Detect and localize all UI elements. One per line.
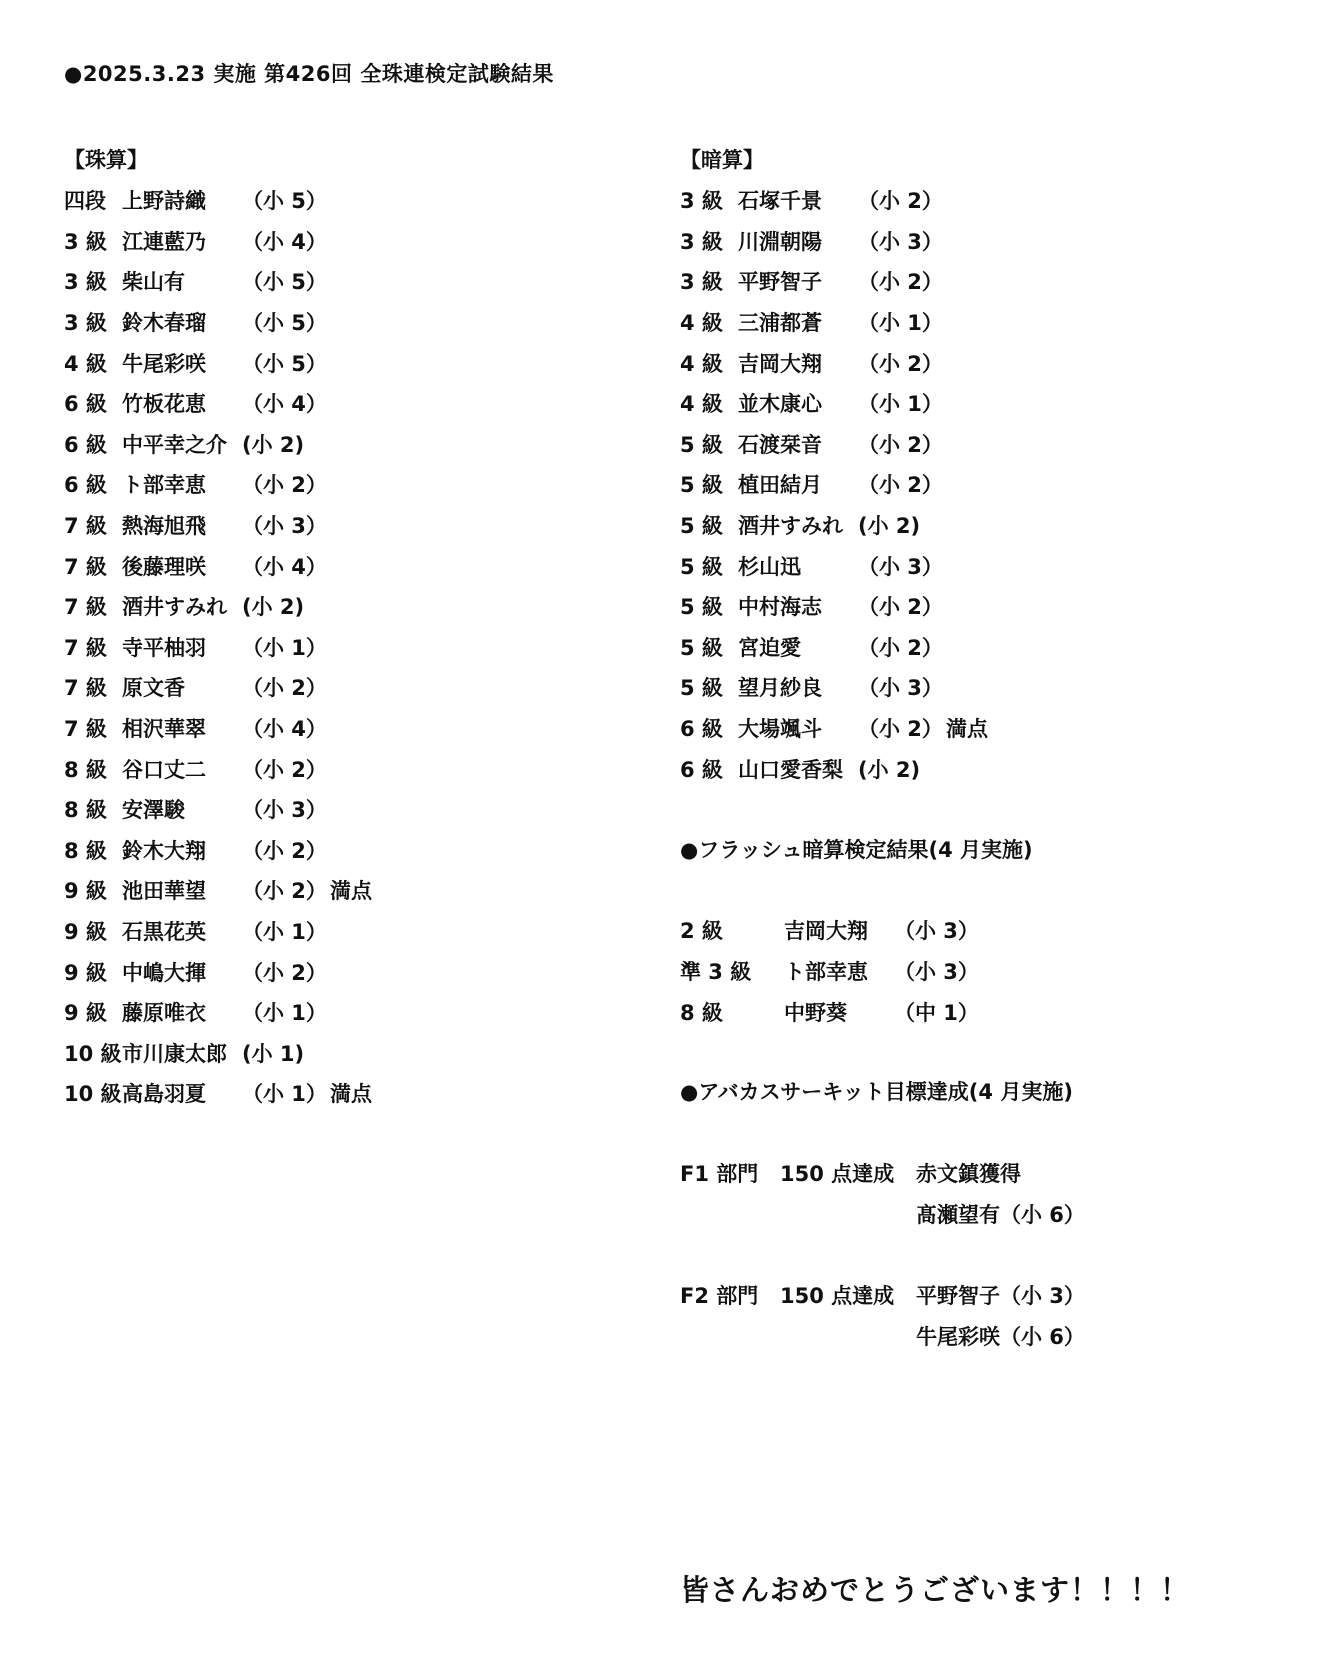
school-year: （小 2） bbox=[858, 351, 943, 376]
spacer bbox=[680, 1234, 1280, 1275]
student-name: 竹板花恵 bbox=[122, 392, 206, 417]
student-name: 鈴木春瑠 bbox=[122, 311, 206, 336]
student-name: 石渡栞音 bbox=[738, 432, 822, 457]
spacer bbox=[680, 870, 1280, 911]
school-year: （小 2） bbox=[858, 189, 943, 214]
grade-label: 5 級 bbox=[680, 676, 723, 701]
result-row bbox=[680, 708, 1280, 749]
spacer bbox=[680, 1112, 1280, 1153]
grade-label: 9 級 bbox=[64, 960, 107, 985]
result-row bbox=[64, 424, 624, 465]
student-name: 安澤駿 bbox=[122, 798, 185, 823]
school-year: （小 4） bbox=[242, 229, 327, 254]
grade-label: 6 級 bbox=[680, 757, 723, 782]
result-row bbox=[64, 545, 624, 586]
result-row bbox=[64, 992, 624, 1033]
circuit-points: 150 点達成 bbox=[780, 1284, 895, 1309]
school-year: （小 2） bbox=[858, 717, 943, 742]
circuit-f1-row bbox=[680, 1153, 1280, 1194]
grade-label: 5 級 bbox=[680, 473, 723, 498]
circuit-name: 髙瀬望有（小 6） bbox=[916, 1202, 1085, 1227]
student-name: 中嶋大揮 bbox=[122, 960, 206, 985]
grade-label: 10 級 bbox=[64, 1041, 122, 1066]
grade-label: 準 3 級 bbox=[680, 959, 752, 984]
grade-label: 3 級 bbox=[680, 229, 723, 254]
grade-label: 4 級 bbox=[680, 392, 723, 417]
result-row bbox=[680, 627, 1280, 668]
result-row bbox=[680, 221, 1280, 262]
school-year: （小 2） bbox=[242, 473, 327, 498]
soroban-column bbox=[64, 140, 624, 1114]
student-name: 市川康太郎 bbox=[122, 1041, 227, 1066]
flash-results-list bbox=[680, 910, 1280, 1032]
student-name: 山口愛香梨 bbox=[738, 757, 843, 782]
perfect-score-note: 満点 bbox=[330, 1082, 372, 1107]
student-name: 池田華望 bbox=[122, 879, 206, 904]
circuit-division: F2 部門 bbox=[680, 1284, 759, 1309]
grade-label: 4 級 bbox=[680, 351, 723, 376]
student-name: 牛尾彩咲 bbox=[122, 351, 206, 376]
grade-label: 6 級 bbox=[64, 473, 107, 498]
soroban-results-list bbox=[64, 180, 624, 1114]
grade-label: 8 級 bbox=[680, 1000, 723, 1025]
right-column bbox=[680, 140, 1280, 1356]
result-row bbox=[64, 586, 624, 627]
school-year: （小 1） bbox=[242, 1001, 327, 1026]
school-year: （小 3） bbox=[894, 959, 979, 984]
grade-label: 4 級 bbox=[64, 351, 107, 376]
school-year: (小 2) bbox=[858, 514, 921, 539]
result-row bbox=[64, 870, 624, 911]
student-name: 宮迫愛 bbox=[738, 635, 801, 660]
student-name: 藤原唯衣 bbox=[122, 1001, 206, 1026]
result-row bbox=[680, 464, 1280, 505]
student-name: 植田結月 bbox=[738, 473, 822, 498]
school-year: （小 2） bbox=[242, 838, 327, 863]
result-row bbox=[680, 261, 1280, 302]
result-row bbox=[680, 180, 1280, 221]
result-row bbox=[64, 261, 624, 302]
closing-message: 皆さんおめでとうございます！！！！ bbox=[680, 1573, 1191, 1607]
grade-label: 5 級 bbox=[680, 595, 723, 620]
grade-label: 3 級 bbox=[64, 229, 107, 254]
student-name: 原文香 bbox=[122, 676, 185, 701]
result-row bbox=[64, 830, 624, 871]
flash-result-row bbox=[680, 951, 1280, 992]
student-name: 相沢華翠 bbox=[122, 717, 206, 742]
school-year: （小 1） bbox=[242, 635, 327, 660]
result-row bbox=[64, 1073, 624, 1114]
school-year: （小 3） bbox=[242, 514, 327, 539]
result-row bbox=[680, 748, 1280, 789]
grade-label: 10 級 bbox=[64, 1082, 122, 1107]
school-year: （小 3） bbox=[242, 798, 327, 823]
result-row bbox=[64, 748, 624, 789]
school-year: （小 5） bbox=[242, 270, 327, 295]
student-name: 三浦都蒼 bbox=[738, 311, 822, 336]
grade-label: 5 級 bbox=[680, 554, 723, 579]
flash-result-row bbox=[680, 991, 1280, 1032]
result-row bbox=[64, 383, 624, 424]
grade-label: 3 級 bbox=[680, 189, 723, 214]
school-year: （小 5） bbox=[242, 351, 327, 376]
student-name: 熱海旭飛 bbox=[122, 514, 206, 539]
grade-label: 7 級 bbox=[64, 514, 107, 539]
school-year: （小 2） bbox=[242, 879, 327, 904]
student-name: ト部幸恵 bbox=[122, 473, 206, 498]
result-row bbox=[64, 911, 624, 952]
school-year: （小 2） bbox=[242, 960, 327, 985]
result-row bbox=[680, 505, 1280, 546]
circuit-heading: ●アバカスサーキット目標達成(4 月実施) bbox=[680, 1080, 1073, 1105]
school-year: （小 3） bbox=[894, 919, 979, 944]
school-year: (小 1) bbox=[242, 1041, 305, 1066]
result-row bbox=[680, 586, 1280, 627]
result-row bbox=[680, 342, 1280, 383]
school-year: （小 5） bbox=[242, 189, 327, 214]
circuit-name: 牛尾彩咲（小 6） bbox=[916, 1324, 1085, 1349]
student-name: 中野葵 bbox=[784, 1000, 847, 1025]
school-year: （小 4） bbox=[242, 392, 327, 417]
result-row bbox=[64, 667, 624, 708]
school-year: （小 3） bbox=[858, 676, 943, 701]
perfect-score-note: 満点 bbox=[330, 879, 372, 904]
student-name: 石塚千景 bbox=[738, 189, 822, 214]
grade-label: 四段 bbox=[64, 189, 106, 214]
student-name: 並木康心 bbox=[738, 392, 822, 417]
grade-label: 8 級 bbox=[64, 757, 107, 782]
grade-label: 7 級 bbox=[64, 635, 107, 660]
school-year: （中 1） bbox=[894, 1000, 979, 1025]
student-name: 中平幸之介 bbox=[122, 432, 227, 457]
school-year: （小 1） bbox=[242, 919, 327, 944]
student-name: 酒井すみれ bbox=[738, 514, 843, 539]
grade-label: 6 級 bbox=[64, 432, 107, 457]
grade-label: 6 級 bbox=[64, 392, 107, 417]
student-name: 大場颯斗 bbox=[738, 717, 822, 742]
student-name: 寺平柚羽 bbox=[122, 635, 206, 660]
school-year: （小 5） bbox=[242, 311, 327, 336]
student-name: 川淵朝陽 bbox=[738, 229, 822, 254]
result-row bbox=[64, 342, 624, 383]
circuit-division: F1 部門 bbox=[680, 1162, 759, 1187]
school-year: （小 4） bbox=[242, 554, 327, 579]
result-row bbox=[64, 708, 624, 749]
school-year: (小 2) bbox=[242, 595, 305, 620]
grade-label: 9 級 bbox=[64, 919, 107, 944]
grade-label: 4 級 bbox=[680, 311, 723, 336]
school-year: (小 2) bbox=[858, 757, 921, 782]
circuit-f2-row bbox=[680, 1275, 1280, 1316]
school-year: （小 2） bbox=[858, 635, 943, 660]
student-name: 江連藍乃 bbox=[122, 229, 206, 254]
school-year: （小 2） bbox=[858, 270, 943, 295]
student-name: 酒井すみれ bbox=[122, 595, 227, 620]
circuit-points: 150 点達成 bbox=[780, 1162, 895, 1187]
circuit-f1-row bbox=[680, 1194, 1280, 1235]
student-name: 吉岡大翔 bbox=[738, 351, 822, 376]
document-title: ●2025.3.23 実施 第426回 全珠連検定試験結果 bbox=[64, 62, 554, 86]
student-name: 鈴木大翔 bbox=[122, 838, 206, 863]
student-name: 中村海志 bbox=[738, 595, 822, 620]
result-row bbox=[64, 505, 624, 546]
circuit-f2-row bbox=[680, 1315, 1280, 1356]
result-row bbox=[64, 302, 624, 343]
perfect-score-note: 満点 bbox=[946, 717, 988, 742]
grade-label: 8 級 bbox=[64, 838, 107, 863]
grade-label: 5 級 bbox=[680, 432, 723, 457]
student-name: 谷口丈二 bbox=[122, 757, 206, 782]
flash-heading: ●フラッシュ暗算検定結果(4 月実施) bbox=[680, 837, 1033, 862]
result-row bbox=[64, 789, 624, 830]
student-name: 吉岡大翔 bbox=[784, 919, 868, 944]
school-year: （小 1） bbox=[858, 392, 943, 417]
grade-label: 7 級 bbox=[64, 676, 107, 701]
result-row bbox=[64, 464, 624, 505]
student-name: 望月紗良 bbox=[738, 676, 822, 701]
grade-label: 8 級 bbox=[64, 798, 107, 823]
result-row bbox=[64, 1032, 624, 1073]
circuit-award: 赤文鎮獲得 bbox=[916, 1162, 1021, 1187]
school-year: （小 3） bbox=[858, 554, 943, 579]
school-year: （小 2） bbox=[858, 595, 943, 620]
student-name: 柴山有 bbox=[122, 270, 185, 295]
result-row bbox=[680, 424, 1280, 465]
result-row bbox=[680, 667, 1280, 708]
grade-label: 3 級 bbox=[680, 270, 723, 295]
flash-result-row bbox=[680, 910, 1280, 951]
circuit-name: 平野智子（小 3） bbox=[916, 1284, 1085, 1309]
school-year: (小 2) bbox=[242, 432, 305, 457]
school-year: （小 4） bbox=[242, 717, 327, 742]
result-row bbox=[64, 951, 624, 992]
grade-label: 2 級 bbox=[680, 919, 723, 944]
result-row bbox=[680, 545, 1280, 586]
soroban-heading: 【珠算】 bbox=[64, 148, 148, 172]
student-name: 杉山迅 bbox=[738, 554, 801, 579]
student-name: 石黒花英 bbox=[122, 919, 206, 944]
school-year: （小 2） bbox=[858, 432, 943, 457]
student-name: 高島羽夏 bbox=[122, 1082, 206, 1107]
grade-label: 7 級 bbox=[64, 595, 107, 620]
result-row bbox=[680, 302, 1280, 343]
grade-label: 7 級 bbox=[64, 717, 107, 742]
school-year: （小 2） bbox=[242, 757, 327, 782]
result-row bbox=[64, 627, 624, 668]
grade-label: 7 級 bbox=[64, 554, 107, 579]
grade-label: 5 級 bbox=[680, 514, 723, 539]
anzan-heading: 【暗算】 bbox=[680, 148, 764, 172]
grade-label: 6 級 bbox=[680, 717, 723, 742]
student-name: ト部幸恵 bbox=[784, 959, 868, 984]
grade-label: 5 級 bbox=[680, 635, 723, 660]
student-name: 上野詩織 bbox=[122, 189, 206, 214]
school-year: （小 2） bbox=[858, 473, 943, 498]
student-name: 平野智子 bbox=[738, 270, 822, 295]
spacer bbox=[680, 789, 1280, 830]
grade-label: 9 級 bbox=[64, 1001, 107, 1026]
spacer bbox=[680, 1032, 1280, 1073]
anzan-results-list bbox=[680, 180, 1280, 789]
grade-label: 3 級 bbox=[64, 270, 107, 295]
result-row bbox=[64, 221, 624, 262]
school-year: （小 3） bbox=[858, 229, 943, 254]
result-row bbox=[680, 383, 1280, 424]
school-year: （小 1） bbox=[858, 311, 943, 336]
student-name: 後藤理咲 bbox=[122, 554, 206, 579]
grade-label: 3 級 bbox=[64, 311, 107, 336]
school-year: （小 2） bbox=[242, 676, 327, 701]
school-year: （小 1） bbox=[242, 1082, 327, 1107]
result-row bbox=[64, 180, 624, 221]
grade-label: 9 級 bbox=[64, 879, 107, 904]
